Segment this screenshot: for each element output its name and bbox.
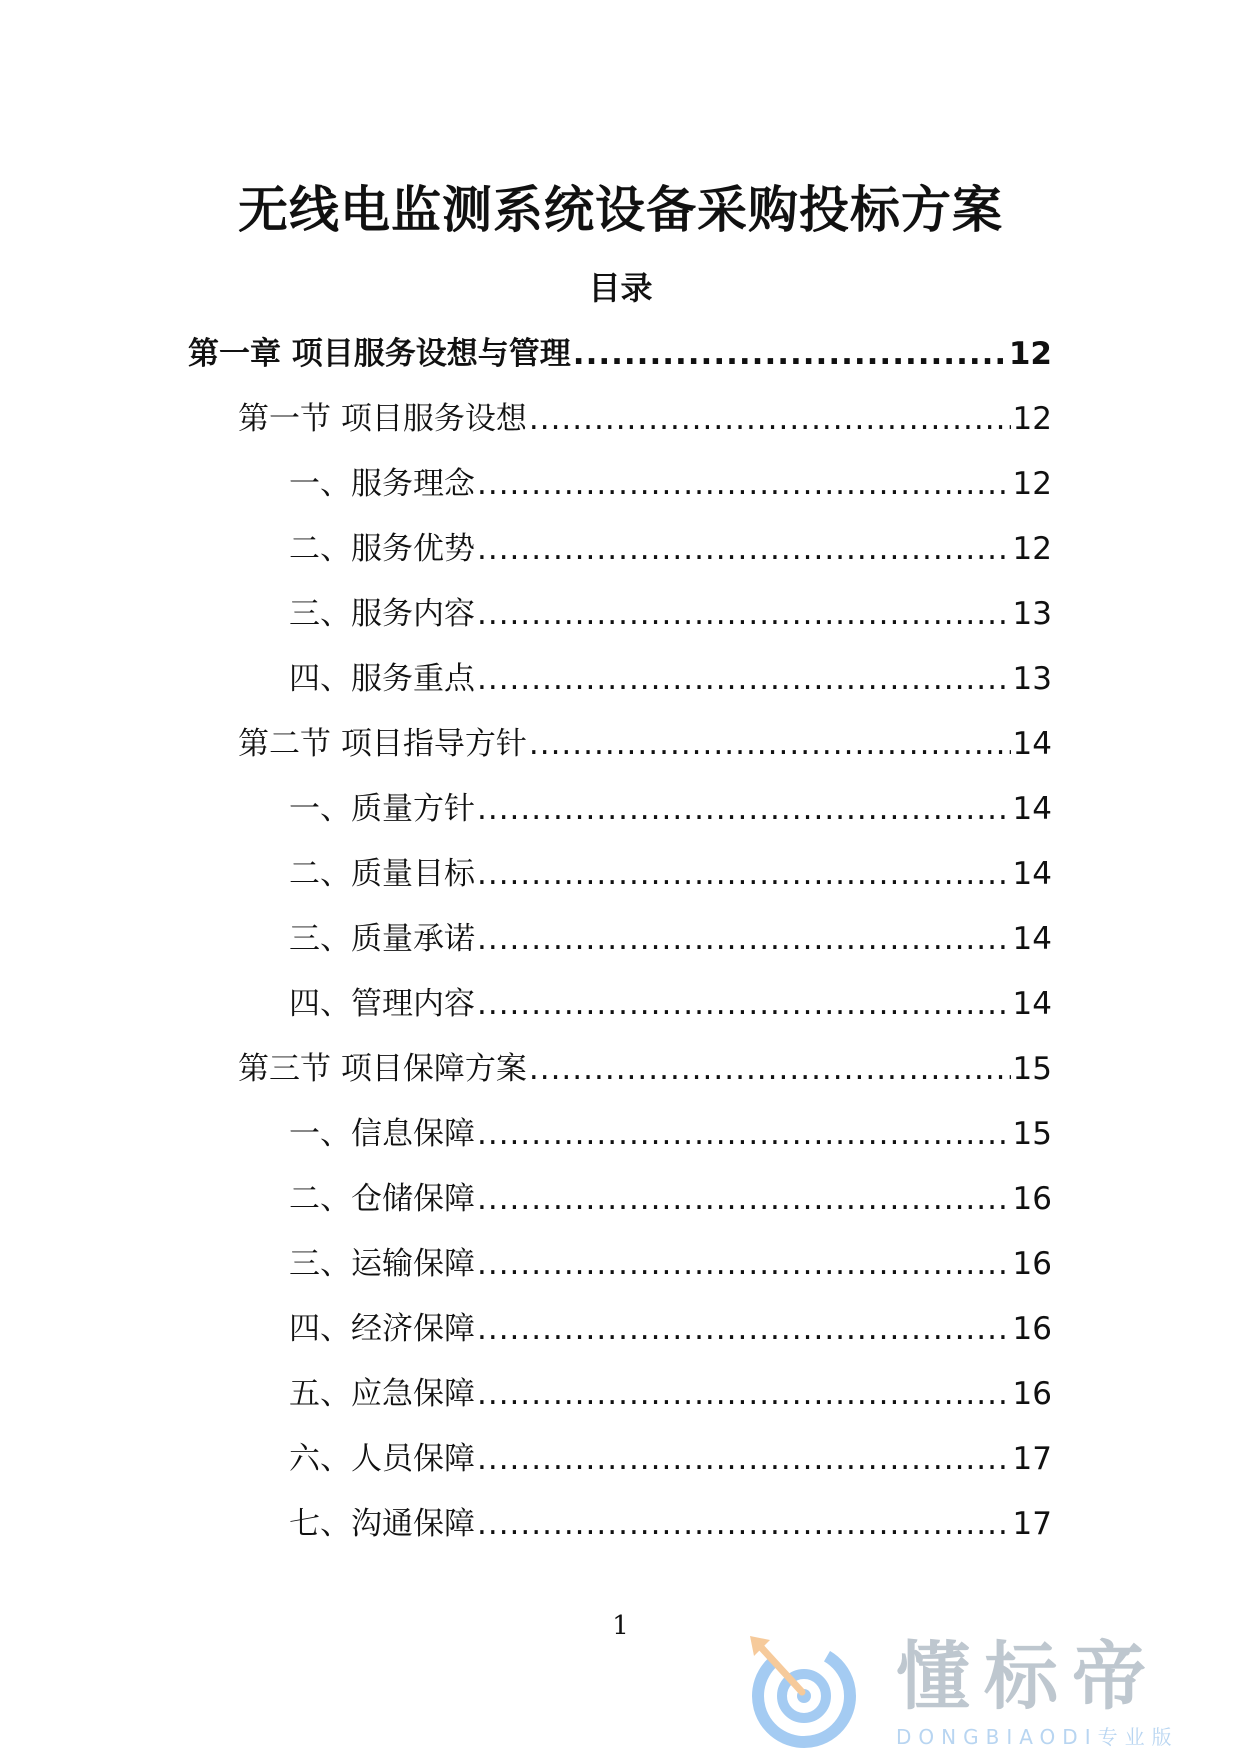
toc-entry-page: 16	[1012, 1311, 1052, 1347]
toc-leader-dots	[529, 1047, 1011, 1091]
toc-entry[interactable]	[0, 322, 1241, 387]
toc-leader-dots	[477, 592, 1011, 636]
toc-entry-page: 17	[1012, 1506, 1052, 1542]
toc-entry-text: 第二节 项目指导方针	[238, 726, 527, 762]
toc-entry[interactable]	[0, 1362, 1241, 1427]
toc-entry-text: 三、质量承诺	[289, 921, 475, 957]
toc-leader-dots	[477, 1112, 1011, 1156]
toc-entry[interactable]	[0, 1167, 1241, 1232]
toc-entry-page: 14	[1012, 986, 1052, 1022]
toc-entry-page: 14	[1012, 921, 1052, 957]
toc-entry[interactable]	[0, 712, 1241, 777]
toc-entry-text: 第三节 项目保障方案	[238, 1051, 527, 1087]
toc-entry[interactable]	[0, 1102, 1241, 1167]
toc-entry-text: 三、运输保障	[289, 1246, 475, 1282]
toc-entry[interactable]	[0, 647, 1241, 712]
watermark-brand-name: 懂标帝	[896, 1634, 1160, 1720]
toc-entry[interactable]	[0, 842, 1241, 907]
toc-entry-text: 二、服务优势	[289, 531, 475, 567]
toc-entry[interactable]	[0, 387, 1241, 452]
toc-leader-dots	[477, 917, 1011, 961]
toc-entry-page: 13	[1012, 661, 1052, 697]
toc-entry-text: 四、服务重点	[289, 661, 475, 697]
toc-entry[interactable]	[0, 1037, 1241, 1102]
toc-entry-page: 15	[1012, 1116, 1052, 1152]
table-of-contents	[0, 322, 1241, 1557]
toc-entry-page: 14	[1012, 726, 1052, 762]
toc-leader-dots	[477, 1242, 1011, 1286]
toc-leader-dots	[477, 852, 1011, 896]
toc-entry-text: 四、经济保障	[289, 1311, 475, 1347]
toc-entry-text: 一、质量方针	[289, 791, 475, 827]
toc-entry-page: 16	[1012, 1246, 1052, 1282]
toc-leader-dots	[529, 722, 1011, 766]
toc-entry-page: 16	[1012, 1181, 1052, 1217]
toc-heading: 目录	[588, 269, 653, 307]
toc-entry[interactable]	[0, 452, 1241, 517]
toc-entry[interactable]	[0, 777, 1241, 842]
toc-leader-dots	[477, 982, 1011, 1026]
toc-entry-page: 15	[1012, 1051, 1052, 1087]
toc-leader-dots	[477, 527, 1011, 571]
toc-entry-text: 七、沟通保障	[289, 1506, 475, 1542]
toc-entry-text: 第一节 项目服务设想	[238, 401, 527, 437]
toc-entry-text: 六、人员保障	[289, 1441, 475, 1477]
target-arrow-icon	[744, 1634, 860, 1750]
document-title: 无线电监测系统设备采购投标方案	[238, 181, 1003, 239]
toc-entry[interactable]	[0, 517, 1241, 582]
toc-entry-page: 12	[1012, 531, 1052, 567]
page-number: 1	[612, 1611, 629, 1641]
toc-entry-page: 17	[1012, 1441, 1052, 1477]
watermark-brand-subtitle: DONGBIAODI专业版	[896, 1725, 1179, 1749]
toc-leader-dots	[477, 1372, 1011, 1416]
toc-entry-page: 13	[1012, 596, 1052, 632]
toc-leader-dots	[477, 1502, 1011, 1546]
toc-entry[interactable]	[0, 1427, 1241, 1492]
toc-leader-dots	[529, 397, 1011, 441]
toc-entry[interactable]	[0, 1297, 1241, 1362]
toc-entry-page: 16	[1012, 1376, 1052, 1412]
toc-entry-page: 12	[1008, 336, 1052, 372]
toc-entry-text: 一、信息保障	[289, 1116, 475, 1152]
toc-entry-text: 二、质量目标	[289, 856, 475, 892]
watermark	[740, 1630, 1240, 1754]
toc-entry-text: 五、应急保障	[289, 1376, 475, 1412]
toc-leader-dots	[477, 787, 1011, 831]
toc-entry-page: 14	[1012, 791, 1052, 827]
toc-leader-dots	[477, 1307, 1011, 1351]
toc-leader-dots	[477, 462, 1011, 506]
toc-leader-dots	[477, 1177, 1011, 1221]
toc-entry-text: 一、服务理念	[289, 466, 475, 502]
toc-entry[interactable]	[0, 972, 1241, 1037]
toc-entry-text: 四、管理内容	[289, 986, 475, 1022]
toc-entry[interactable]	[0, 1232, 1241, 1297]
toc-entry[interactable]	[0, 582, 1241, 647]
toc-entry-page: 12	[1012, 401, 1052, 437]
toc-entry[interactable]	[0, 1492, 1241, 1557]
toc-leader-dots	[573, 332, 1007, 376]
toc-entry-page: 14	[1012, 856, 1052, 892]
toc-entry-text: 第一章 项目服务设想与管理	[188, 336, 571, 372]
toc-entry-text: 三、服务内容	[289, 596, 475, 632]
toc-entry-page: 12	[1012, 466, 1052, 502]
toc-leader-dots	[477, 657, 1011, 701]
toc-entry-text: 二、仓储保障	[289, 1181, 475, 1217]
toc-leader-dots	[477, 1437, 1011, 1481]
toc-entry[interactable]	[0, 907, 1241, 972]
